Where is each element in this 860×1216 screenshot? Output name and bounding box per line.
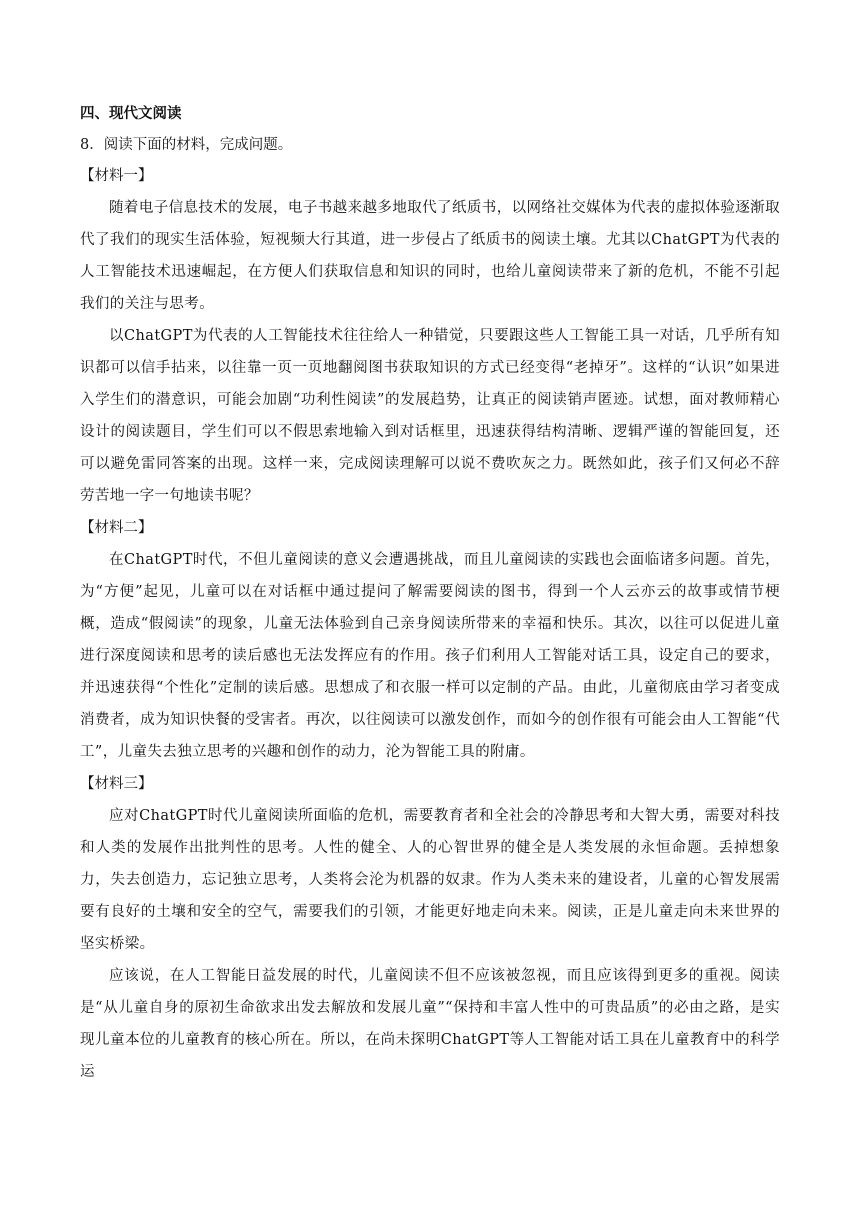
material-1-paragraph-1: 随着电子信息技术的发展，电子书越来越多地取代了纸质书，以网络社交媒体为代表的虚拟体验逐渐取代了我们的现实生活体验，短视频大行其道，进一步侵占了纸质书的阅读土壤。尤其以ChatGPT为代表的人工智能技术迅速崛起，在方便人们获取信息和知识的同时，也给儿童阅读带来了新的危机，不能不引起我们的关注与思考。 [80,200,780,312]
section-title: 四、现代文阅读 [80,106,182,122]
material-3-paragraph-1: 应对ChatGPT时代儿童阅读所面临的危机，需要教育者和全社会的冷静思考和大智大勇，需要对科技和人类的发展作出批判性的思考。人性的健全、人的心智世界的健全是人类发展的永恒命题。丢掉想象力，失去创造力，忘记独立思考，人类将会沦为机器的奴隶。作为人类未来的建设者，儿童的心智发展需要有良好的土壤和安全的空气，需要我们的引领，才能更好地走向未来。阅读，正是儿童走向未来世界的坚实桥梁。 [80,808,780,952]
document-page [80,98,780,1088]
material-2-paragraph-1: 在ChatGPT时代，不但儿童阅读的意义会遭遇挑战，而且儿童阅读的实践也会面临诸多问题。首先，为“方便”起见，儿童可以在对话框中通过提问了解需要阅读的图书，得到一个人云亦云的故事或情节梗概，造成“假阅读”的现象，儿童无法体验到自己亲身阅读所带来的幸福和快乐。其次，以往可以促进儿童进行深度阅读和思考的读后感也无法发挥应有的作用。孩子们利用人工智能对话工具，设定自己的要求，并迅速获得“个性化”定制的读后感。思想成了和衣服一样可以定制的产品。由此，儿童彻底由学习者变成消费者，成为知识快餐的受害者。再次，以往阅读可以激发创作，而如今的创作很有可能会由人工智能“代工”，儿童失去独立思考的兴趣和创作的动力，沦为智能工具的附庸。 [80,552,780,760]
question-prompt: 8．阅读下面的材料，完成问题。 [80,137,293,153]
material-2-heading: 【材料二】 [80,520,153,536]
material-3-paragraph-2: 应该说，在人工智能日益发展的时代，儿童阅读不但不应该被忽视，而且应该得到更多的重视。阅读是“从儿童自身的原初生命欲求出发去解放和发展儿童”“保持和丰富人性中的可贵品质”的必由之路，是实现儿童本位的儿童教育的核心所在。所以，在尚未探明ChatGPT等人工智能对话工具在儿童教育中的科学运 [80,968,780,1080]
material-1-heading: 【材料一】 [80,168,153,184]
material-3-heading: 【材料三】 [80,776,153,792]
material-1-paragraph-2: 以ChatGPT为代表的人工智能技术往往给人一种错觉，只要跟这些人工智能工具一对话，几乎所有知识都可以信手拈来，以往靠一页一页地翻阅图书获取知识的方式已经变得“老掉牙”。这样的“认识”如果进入学生们的潜意识，可能会加剧“功利性阅读”的发展趋势，让真正的阅读销声匿迹。试想，面对教师精心设计的阅读题目，学生们可以不假思索地输入到对话框里，迅速获得结构清晰、逻辑严谨的智能回复，还可以避免雷同答案的出现。这样一来，完成阅读理解可以说不费吹灰之力。既然如此，孩子们又何必不辞劳苦地一字一句地读书呢？ [80,328,780,504]
